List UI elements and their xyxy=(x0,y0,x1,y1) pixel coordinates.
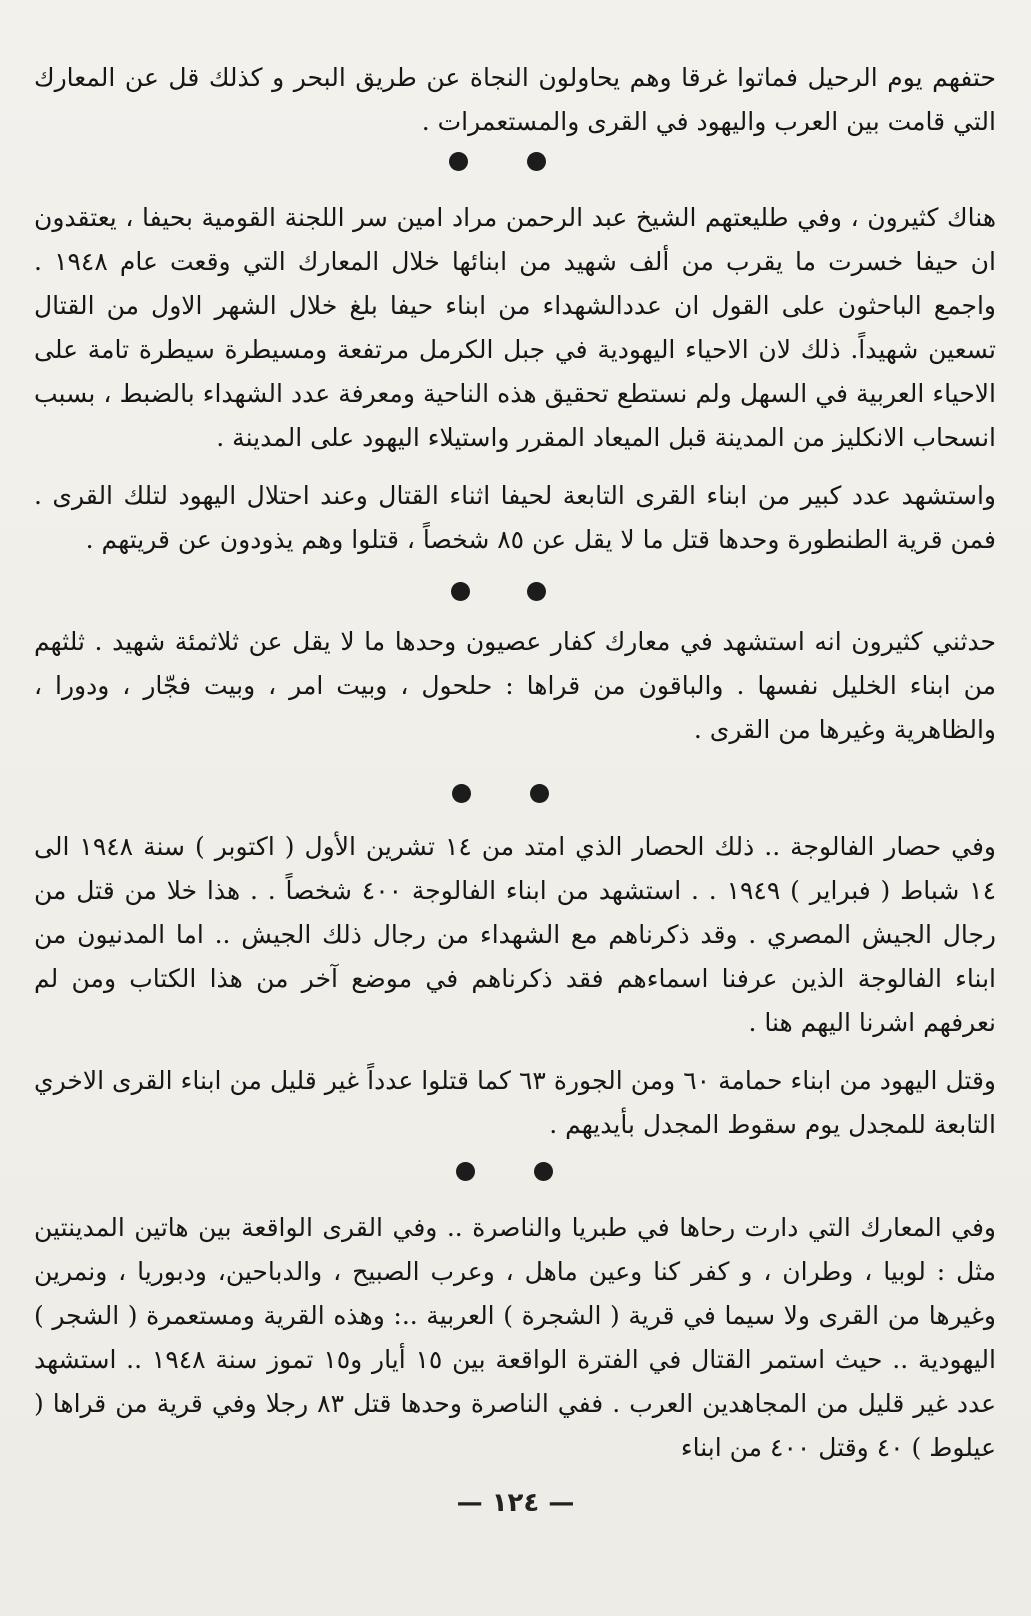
paragraph-5: وفي حصار الفالوجة .. ذلك الحصار الذي امتد من ١٤ تشرين الأول ( اكتوبر ) سنة ١٩٤٨ الى ١٤ شباط ( فبراير ) ١٩٤٩ . . استشهد من ابناء الفالوجة ٤٠٠ شخصاً . . هذا خلا من قتل من رجال الجيش المصري . وقد ذكرناهم مع الشهداء من رجال ذلك الجيش .. اما المدنيون من ابناء الفالوجة الذين عرفنا اسماءهم فقد ذكرناهم في موضع آخر من هذا الكتاب ومن لم نعرفهم اشرنا اليهم هنا . xyxy=(34,832,996,1037)
section-separator-3 xyxy=(0,784,1031,804)
separator-dot-icon xyxy=(530,784,549,803)
separator-dot-icon xyxy=(451,582,470,601)
paragraph-6: وقتل اليهود من ابناء حمامة ٦٠ ومن الجورة ٦٣ كما قتلوا عدداً غير قليل من ابناء القرى الاخري التابعة للمجدل يوم سقوط المجدل بأيديهم . xyxy=(34,1066,996,1139)
section-separator-2 xyxy=(0,582,1031,602)
separator-dot-icon xyxy=(449,152,468,171)
paragraph-7: وفي المعارك التي دارت رحاها في طبريا والناصرة .. وفي القرى الواقعة بين هاتين المدينتين مثل : لوبيا ، وطران ، و كفر كنا وعين ماهل ، وعرب الصبيح ، والدباحين، ودبوريا ، ونمرين وغيرها من القرى ولا سيما في قرية ( الشجرة ) العربية ..: وهذه القرية ومستعمرة ( الشجر ) اليهودية .. حيث استمر القتال في الفترة الواقعة بين ١٥ أيار و١٥ تموز سنة ١٩٤٨ .. استشهد عدد غير قليل من المجاهدين العرب . ففي الناصرة وحدها قتل ٨٣ رجلا وفي قرية من قراها ( عيلوط ) ٤٠ وقتل ٤٠٠ من ابناء xyxy=(34,1213,996,1462)
page-number: — ١٢٤ — xyxy=(456,1488,575,1518)
separator-dot-icon xyxy=(527,152,546,171)
section-separator-4 xyxy=(0,1162,1031,1182)
paragraph-4: حدثني كثيرون انه استشهد في معارك كفار عصيون وحدها ما لا يقل عن ثلاثمئة شهيد . ثلثهم من ابناء الخليل نفسها . والباقون من قراها : حلحول ، وبيت امر ، وبيت فجّار ، ودورا ، والظاهرية وغيرها من القرى . xyxy=(34,627,996,744)
separator-dot-icon xyxy=(534,1162,553,1181)
paragraph-2: هناك كثيرون ، وفي طليعتهم الشيخ عبد الرحمن مراد امين سر اللجنة القومية بحيفا ، يعتقدون ان حيفا خسرت ما يقرب من ألف شهيد من ابنائها خلال المعارك التي وقعت عام ١٩٤٨ . واجمع الباحثون على القول ان عددالشهداء من ابناء حيفا بلغ خلال الشهر الاول من القتال تسعين شهيداً. ذلك لان الاحياء اليهودية في جبل الكرمل مرتفعة ومسيطرة سيطرة تامة على الاحياء العربية في السهل ولم نستطع تحقيق هذه الناحية ومعرفة عدد الشهداء بالضبط ، بسبب انسحاب الانكليز من المدينة قبل الميعاد المقرر واستيلاء اليهود على المدينة . xyxy=(34,203,996,452)
separator-dot-icon xyxy=(527,582,546,601)
separator-dot-icon xyxy=(452,784,471,803)
paragraph-3: واستشهد عدد كبير من ابناء القرى التابعة لحيفا اثناء القتال وعند احتلال اليهود لتلك القرى . فمن قرية الطنطورة وحدها قتل ما لا يقل عن ٨٥ شخصاً ، قتلوا وهم يذودون عن قريتهم . xyxy=(34,481,996,554)
separator-dot-icon xyxy=(456,1162,475,1181)
section-separator-1 xyxy=(0,152,1031,172)
paragraph-1: حتفهم يوم الرحيل فماتوا غرقا وهم يحاولون النجاة عن طريق البحر و كذلك قل عن المعارك التي قامت بين العرب واليهود في القرى والمستعمرات . xyxy=(34,63,996,136)
